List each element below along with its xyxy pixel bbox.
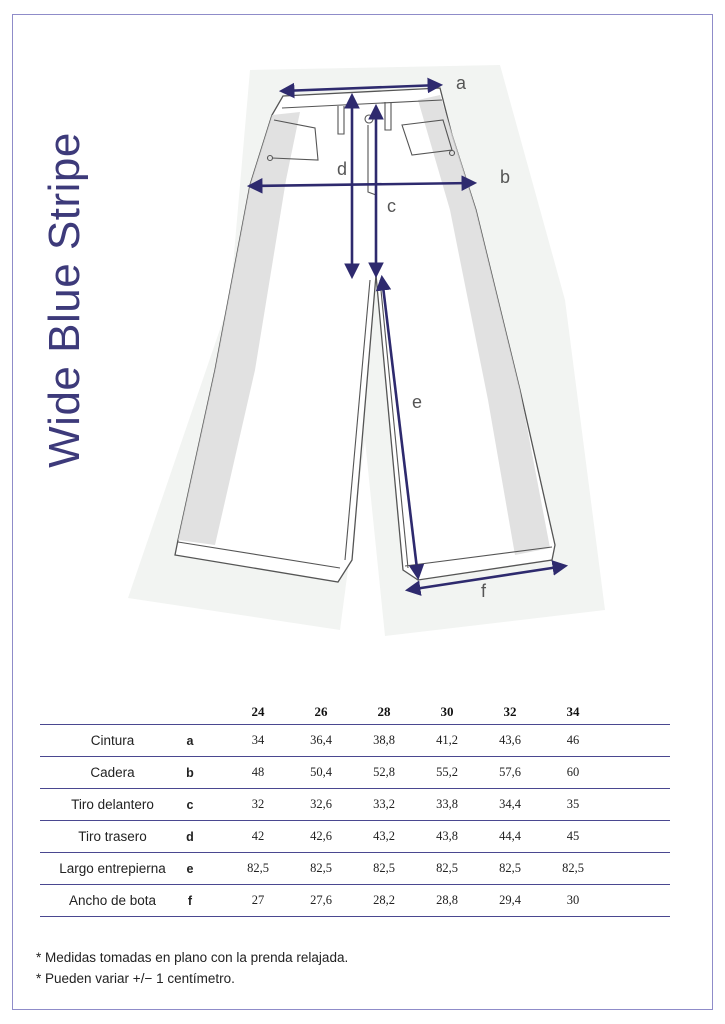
measure-letter: b xyxy=(186,765,194,780)
measure-value: 60 xyxy=(566,765,580,779)
measure-letter: c xyxy=(186,797,194,812)
measure-value: 45 xyxy=(566,829,580,843)
label-e: e xyxy=(412,392,423,412)
measure-value: 41,2 xyxy=(436,733,458,747)
size-header: 26 xyxy=(314,704,328,719)
measure-value: 30 xyxy=(566,893,580,907)
measure-value: 46 xyxy=(566,733,580,747)
table-row xyxy=(40,788,670,820)
measure-value: 57,6 xyxy=(499,765,521,779)
measure-letter: f xyxy=(187,893,193,908)
measure-label: Tiro trasero xyxy=(78,829,147,844)
table-row xyxy=(40,852,670,884)
measure-letter: e xyxy=(186,861,194,876)
measure-value: 42 xyxy=(251,829,265,843)
table-row xyxy=(40,884,670,917)
size-header: 28 xyxy=(377,704,391,719)
measure-value: 82,5 xyxy=(562,861,584,875)
measure-value: 44,4 xyxy=(499,829,521,843)
measure-value: 82,5 xyxy=(436,861,458,875)
measure-label: Cadera xyxy=(90,765,135,780)
measure-value: 82,5 xyxy=(373,861,395,875)
measure-value: 29,4 xyxy=(499,893,521,907)
measure-value: 43,6 xyxy=(499,733,521,747)
size-table xyxy=(40,700,670,917)
table-row xyxy=(40,724,670,756)
measure-value: 82,5 xyxy=(499,861,521,875)
label-c: c xyxy=(387,196,396,216)
measure-value: 34 xyxy=(251,733,265,747)
table-row xyxy=(40,820,670,852)
measure-value: 43,8 xyxy=(436,829,458,843)
measure-label: Tiro delantero xyxy=(71,797,154,812)
measure-value: 33,8 xyxy=(436,797,458,811)
label-b: b xyxy=(500,167,511,187)
measure-value: 43,2 xyxy=(373,829,395,843)
measure-value: 33,2 xyxy=(373,797,395,811)
measure-value: 32 xyxy=(251,797,265,811)
measure-value: 34,4 xyxy=(499,797,521,811)
measure-label: Largo entrepierna xyxy=(59,861,166,876)
measure-value: 27,6 xyxy=(310,893,332,907)
measure-letter: a xyxy=(186,733,194,748)
size-header-row xyxy=(40,700,670,724)
measure-value: 52,8 xyxy=(373,765,395,779)
measure-value: 27 xyxy=(251,893,265,907)
footnotes xyxy=(36,947,348,989)
label-a: a xyxy=(456,73,467,93)
measure-label: Cintura xyxy=(90,733,135,748)
measure-value: 35 xyxy=(566,797,580,811)
footnote: * Medidas tomadas en plano con la prenda relajada. xyxy=(36,950,349,965)
measure-value: 38,8 xyxy=(373,733,395,747)
label-f: f xyxy=(481,581,487,601)
page-title: Wide Blue Stripe xyxy=(40,132,89,468)
measure-value: 28,8 xyxy=(436,893,458,907)
measure-value: 28,2 xyxy=(373,893,395,907)
measure-value: 55,2 xyxy=(436,765,458,779)
size-header: 32 xyxy=(503,704,517,719)
size-header: 30 xyxy=(440,704,454,719)
size-header: 24 xyxy=(251,704,265,719)
label-d: d xyxy=(337,159,348,179)
measure-value: 42,6 xyxy=(310,829,332,843)
measure-value: 48 xyxy=(251,765,265,779)
measure-value: 82,5 xyxy=(247,861,269,875)
footnote: * Pueden variar +/− 1 centímetro. xyxy=(36,971,235,986)
measure-value: 36,4 xyxy=(310,733,332,747)
measure-letter: d xyxy=(186,829,194,844)
measure-value: 32,6 xyxy=(310,797,332,811)
size-header: 34 xyxy=(566,704,580,719)
table-row xyxy=(40,756,670,788)
measure-value: 82,5 xyxy=(310,861,332,875)
measure-label: Ancho de bota xyxy=(68,893,157,908)
measure-value: 50,4 xyxy=(310,765,332,779)
